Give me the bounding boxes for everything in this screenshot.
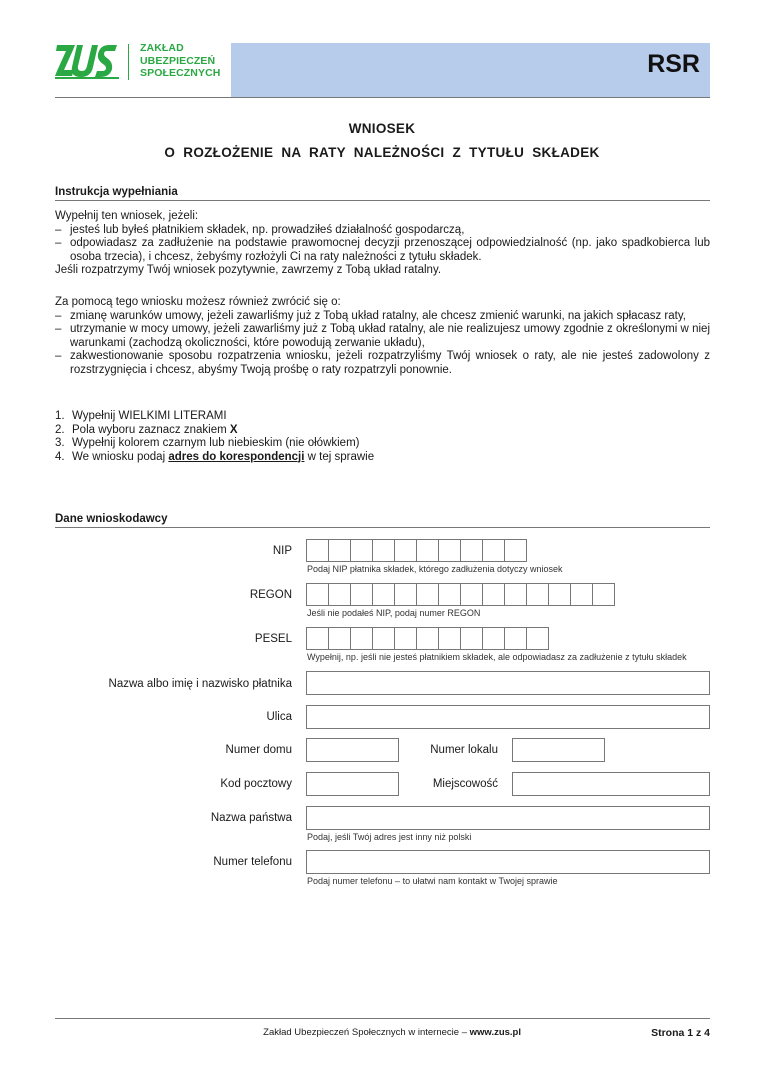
nip-hint: Podaj NIP płatnika składek, którego zadłużenia dotyczy wniosek (307, 564, 563, 574)
rule-item: 2. Pola wyboru zaznacz znakiem X (55, 423, 238, 436)
payer-name-label: Nazwa albo imię i nazwisko płatnika (108, 678, 292, 690)
city-label: Miejscowość (432, 778, 498, 790)
logo-text (140, 42, 220, 80)
digit-cell[interactable] (350, 539, 373, 562)
digit-cell[interactable] (306, 539, 329, 562)
digit-cell[interactable] (482, 583, 505, 606)
footer-text: Zakład Ubezpieczeń Społecznych w internecie – www.zus.pl (263, 1027, 521, 1038)
postal-code-field[interactable] (306, 772, 399, 796)
instructions-outcome: Jeśli rozpatrzymy Twój wniosek pozytywnie, zawrzemy z Tobą układ ratalny. (55, 264, 442, 276)
postal-code-label: Kod pocztowy (220, 778, 292, 790)
digit-cell[interactable] (438, 583, 461, 606)
instructions-intro: Wypełnij ten wniosek, jeżeli: (55, 210, 199, 222)
digit-cell[interactable] (526, 627, 549, 650)
request-item: – zmianę warunków umowy, jeżeli zawarliśmy już z Tobą układ ratalny, ale chcesz zmienić warunki, na jakich spłacasz raty, (55, 309, 686, 322)
rule-item: 4. We wniosku podaj adres do korespondencji w tej sprawie (55, 450, 375, 463)
form-code-band (231, 43, 710, 97)
digit-cell[interactable] (372, 583, 395, 606)
digit-cell[interactable] (504, 539, 527, 562)
digit-cell[interactable] (394, 583, 417, 606)
document-subtitle: O ROZŁOŻENIE NA RATY NALEŻNOŚCI Z TYTUŁU SKŁADEK (164, 145, 600, 160)
digit-cell[interactable] (482, 627, 505, 650)
form-code: RSR (647, 50, 700, 78)
digit-cell[interactable] (328, 583, 351, 606)
logo-line: UBEZPIECZEŃ (140, 54, 216, 67)
digit-cell[interactable] (394, 627, 417, 650)
regon-hint: Jeśli nie podałeś NIP, podaj numer REGON (307, 608, 481, 618)
digit-cell[interactable] (460, 583, 483, 606)
phone-field[interactable] (306, 850, 710, 874)
regon-label: REGON (249, 589, 292, 601)
digit-cell[interactable] (372, 627, 395, 650)
phone-label: Numer telefonu (213, 856, 292, 868)
house-number-label: Numer domu (225, 744, 292, 756)
country-label: Nazwa państwa (210, 812, 292, 824)
rule-item: 3. Wypełnij kolorem czarnym lub niebieskim (nie ołówkiem) (55, 437, 360, 449)
filling-rules (55, 410, 710, 464)
digit-cell[interactable] (592, 583, 615, 606)
street-field[interactable] (306, 705, 710, 729)
digit-cell[interactable] (328, 627, 351, 650)
digit-cell[interactable] (570, 583, 593, 606)
digit-cell[interactable] (460, 539, 483, 562)
digit-cell[interactable] (438, 627, 461, 650)
logo-separator (128, 44, 129, 80)
digit-cell[interactable] (460, 627, 483, 650)
payer-name-field[interactable] (306, 671, 710, 695)
nip-input[interactable] (306, 539, 526, 562)
digit-cell[interactable] (416, 583, 439, 606)
street-label: Ulica (266, 711, 292, 723)
digit-cell[interactable] (306, 583, 329, 606)
digit-cell[interactable] (350, 627, 373, 650)
footer-divider (55, 1018, 710, 1019)
digit-cell[interactable] (504, 627, 527, 650)
condition-item: – jesteś lub byłeś płatnikiem składek, np. prowadziłeś działalność gospodarczą, (55, 223, 465, 236)
condition-item: – odpowiadasz za zadłużenie na podstawie prawomocnej decyzji przenoszącej odpowiedzialność (np. jako spadkobierca lub osoba trzecia), i chcesz, żebyśmy rozłożyli Ci na raty należności z tytułu składek. (55, 237, 710, 263)
digit-cell[interactable] (328, 539, 351, 562)
additional-intro: Za pomocą tego wniosku możesz również zwrócić się o: (55, 296, 341, 308)
logo-line: SPOŁECZNYCH (140, 67, 221, 79)
digit-cell[interactable] (416, 627, 439, 650)
pesel-label: PESEL (254, 633, 292, 645)
request-item: – zakwestionowanie sposobu rozpatrzenia wniosku, jeżeli rozpatrzyliśmy Twój wniosek o raty, ale nie jesteś zadowolony z rozstrzygnięcia i chcesz, abyśmy Twoją prośbę o raty rozpatrzyli ponownie. (55, 350, 710, 376)
instructions-heading: Instrukcja wypełniania (55, 186, 710, 201)
rule-item: 1. Wypełnij WIELKIMI LITERAMI (55, 410, 227, 422)
digit-cell[interactable] (394, 539, 417, 562)
page-number: Strona 1 z 4 (651, 1027, 710, 1039)
digit-cell[interactable] (548, 583, 571, 606)
phone-hint: Podaj numer telefonu – to ułatwi nam kontakt w Twojej sprawie (307, 876, 558, 886)
header-divider (55, 97, 710, 98)
house-number-field[interactable] (306, 738, 399, 762)
digit-cell[interactable] (438, 539, 461, 562)
digit-cell[interactable] (372, 539, 395, 562)
city-field[interactable] (512, 772, 710, 796)
digit-cell[interactable] (526, 583, 549, 606)
digit-cell[interactable] (350, 583, 373, 606)
country-hint: Podaj, jeśli Twój adres jest inny niż polski (307, 832, 472, 842)
digit-cell[interactable] (416, 539, 439, 562)
apartment-number-field[interactable] (512, 738, 605, 762)
zus-website-link[interactable]: www.zus.pl (469, 1027, 521, 1038)
logo-line: ZAKŁAD (140, 42, 184, 54)
applicant-heading: Dane wnioskodawcy (55, 513, 710, 528)
country-field[interactable] (306, 806, 710, 830)
pesel-input[interactable] (306, 627, 548, 650)
digit-cell[interactable] (482, 539, 505, 562)
request-item: – utrzymanie w mocy umowy, jeżeli zawarliśmy już z Tobą układ ratalny, ale nie realizujesz umowy zgodnie z określonymi w niej warunkami (zachodzą okoliczności, które powodują zerwanie układu), (55, 323, 710, 349)
regon-input[interactable] (306, 583, 614, 606)
pesel-hint: Wypełnij, np. jeśli nie jesteś płatnikiem składek, ale odpowiadasz za zadłużenie z tytułu składek (307, 652, 687, 662)
digit-cell[interactable] (306, 627, 329, 650)
nip-label: NIP (272, 545, 292, 557)
document-title: WNIOSEK (348, 121, 416, 136)
instructions-block (55, 210, 710, 278)
digit-cell[interactable] (504, 583, 527, 606)
apartment-number-label: Numer lokalu (430, 744, 498, 756)
zus-logo-mark (55, 42, 119, 80)
additional-requests-block (55, 296, 710, 377)
